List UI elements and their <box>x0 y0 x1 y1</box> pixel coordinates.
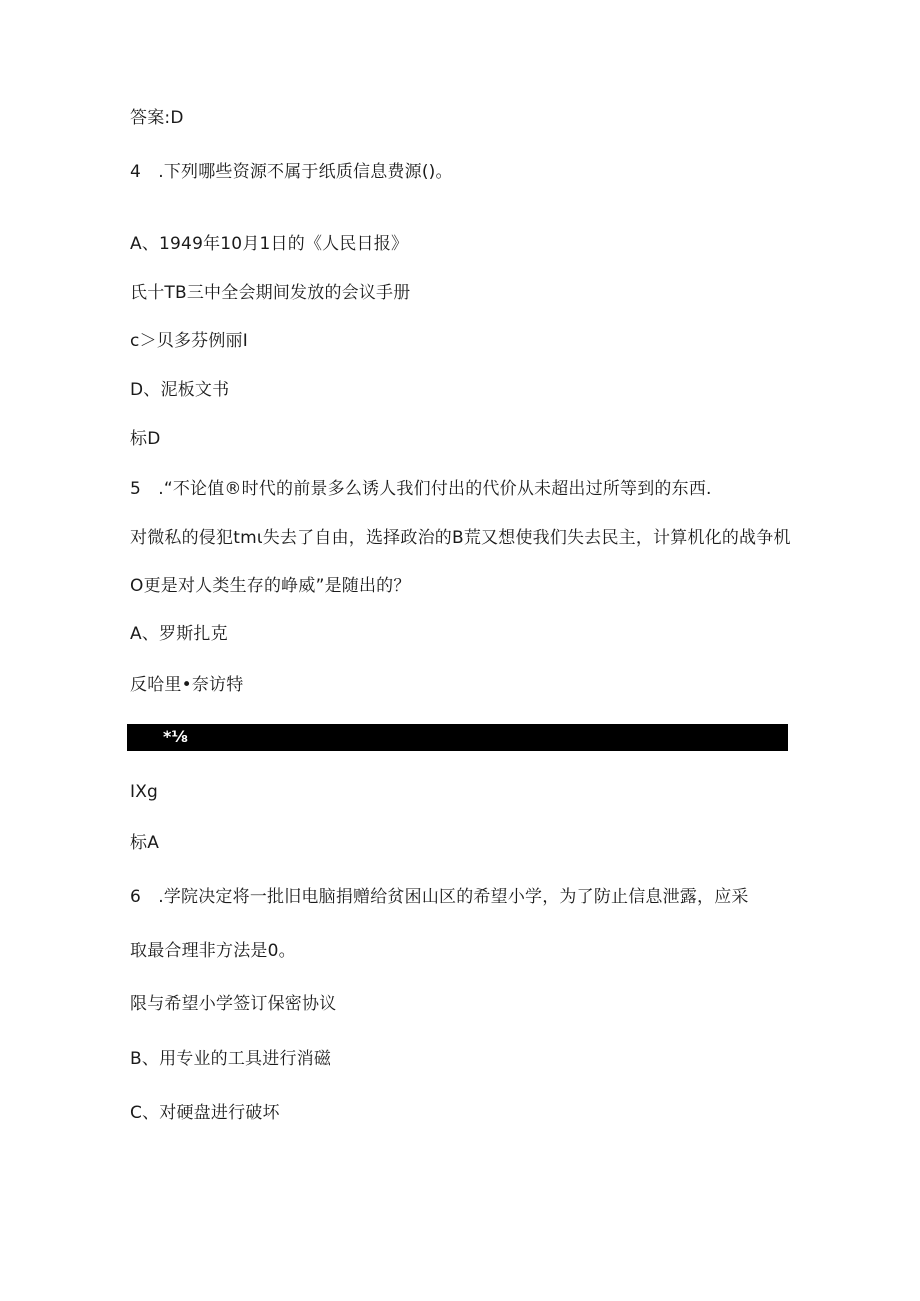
question-5-option-a: A、罗斯扎克 <box>130 624 228 644</box>
question-4-option-b: 氏十TB三中全会期间发放的会议手册 <box>130 283 411 303</box>
question-6-stem-line-2: 取最合理非方法是0。 <box>130 941 296 961</box>
question-6-option-c: C、对硬盘进行破坏 <box>130 1103 280 1123</box>
question-6-stem-line-1: 6 .学院决定将一批旧电脑捐赠给贫困山区的希望小学，为了防止信息泄露，应采 <box>130 887 749 907</box>
question-5-stem-line-1: 5 .“不论值®时代的前景多么诱人我们付出的代价从未超出过所等到的东西. <box>130 479 712 499</box>
question-5-option-b: 反哈里•奈访特 <box>130 675 244 695</box>
question-4-stem: 4 .下列哪些资源不属于纸质信息费源()。 <box>130 162 453 182</box>
answer-4: 标D <box>130 429 161 449</box>
question-6-option-b: B、用专业的工具进行消磁 <box>130 1049 332 1069</box>
question-5-option-d: IXg <box>130 782 159 802</box>
answer-5: 标A <box>130 833 160 853</box>
question-6-option-a: 限与希望小学签订保密协议 <box>130 994 337 1014</box>
question-4-option-a: A、1949年10月1日的《人民日报》 <box>130 234 409 254</box>
redaction-bar <box>127 724 788 751</box>
redaction-bar-text: *⅛ <box>163 727 188 746</box>
question-4-option-d: D、泥板文书 <box>130 380 230 400</box>
question-5-stem-line-3: O更是对人类生存的峥威”是随出的？ <box>130 576 411 596</box>
question-4-option-c: c＞贝多芬例丽I <box>130 331 248 351</box>
answer-3: 答案:D <box>130 108 184 128</box>
question-5-stem-line-2: 对微私的侵犯tmι失去了自由，选择政治的B荒又想使我们失去民主，计算机化的战争机 <box>130 528 791 548</box>
